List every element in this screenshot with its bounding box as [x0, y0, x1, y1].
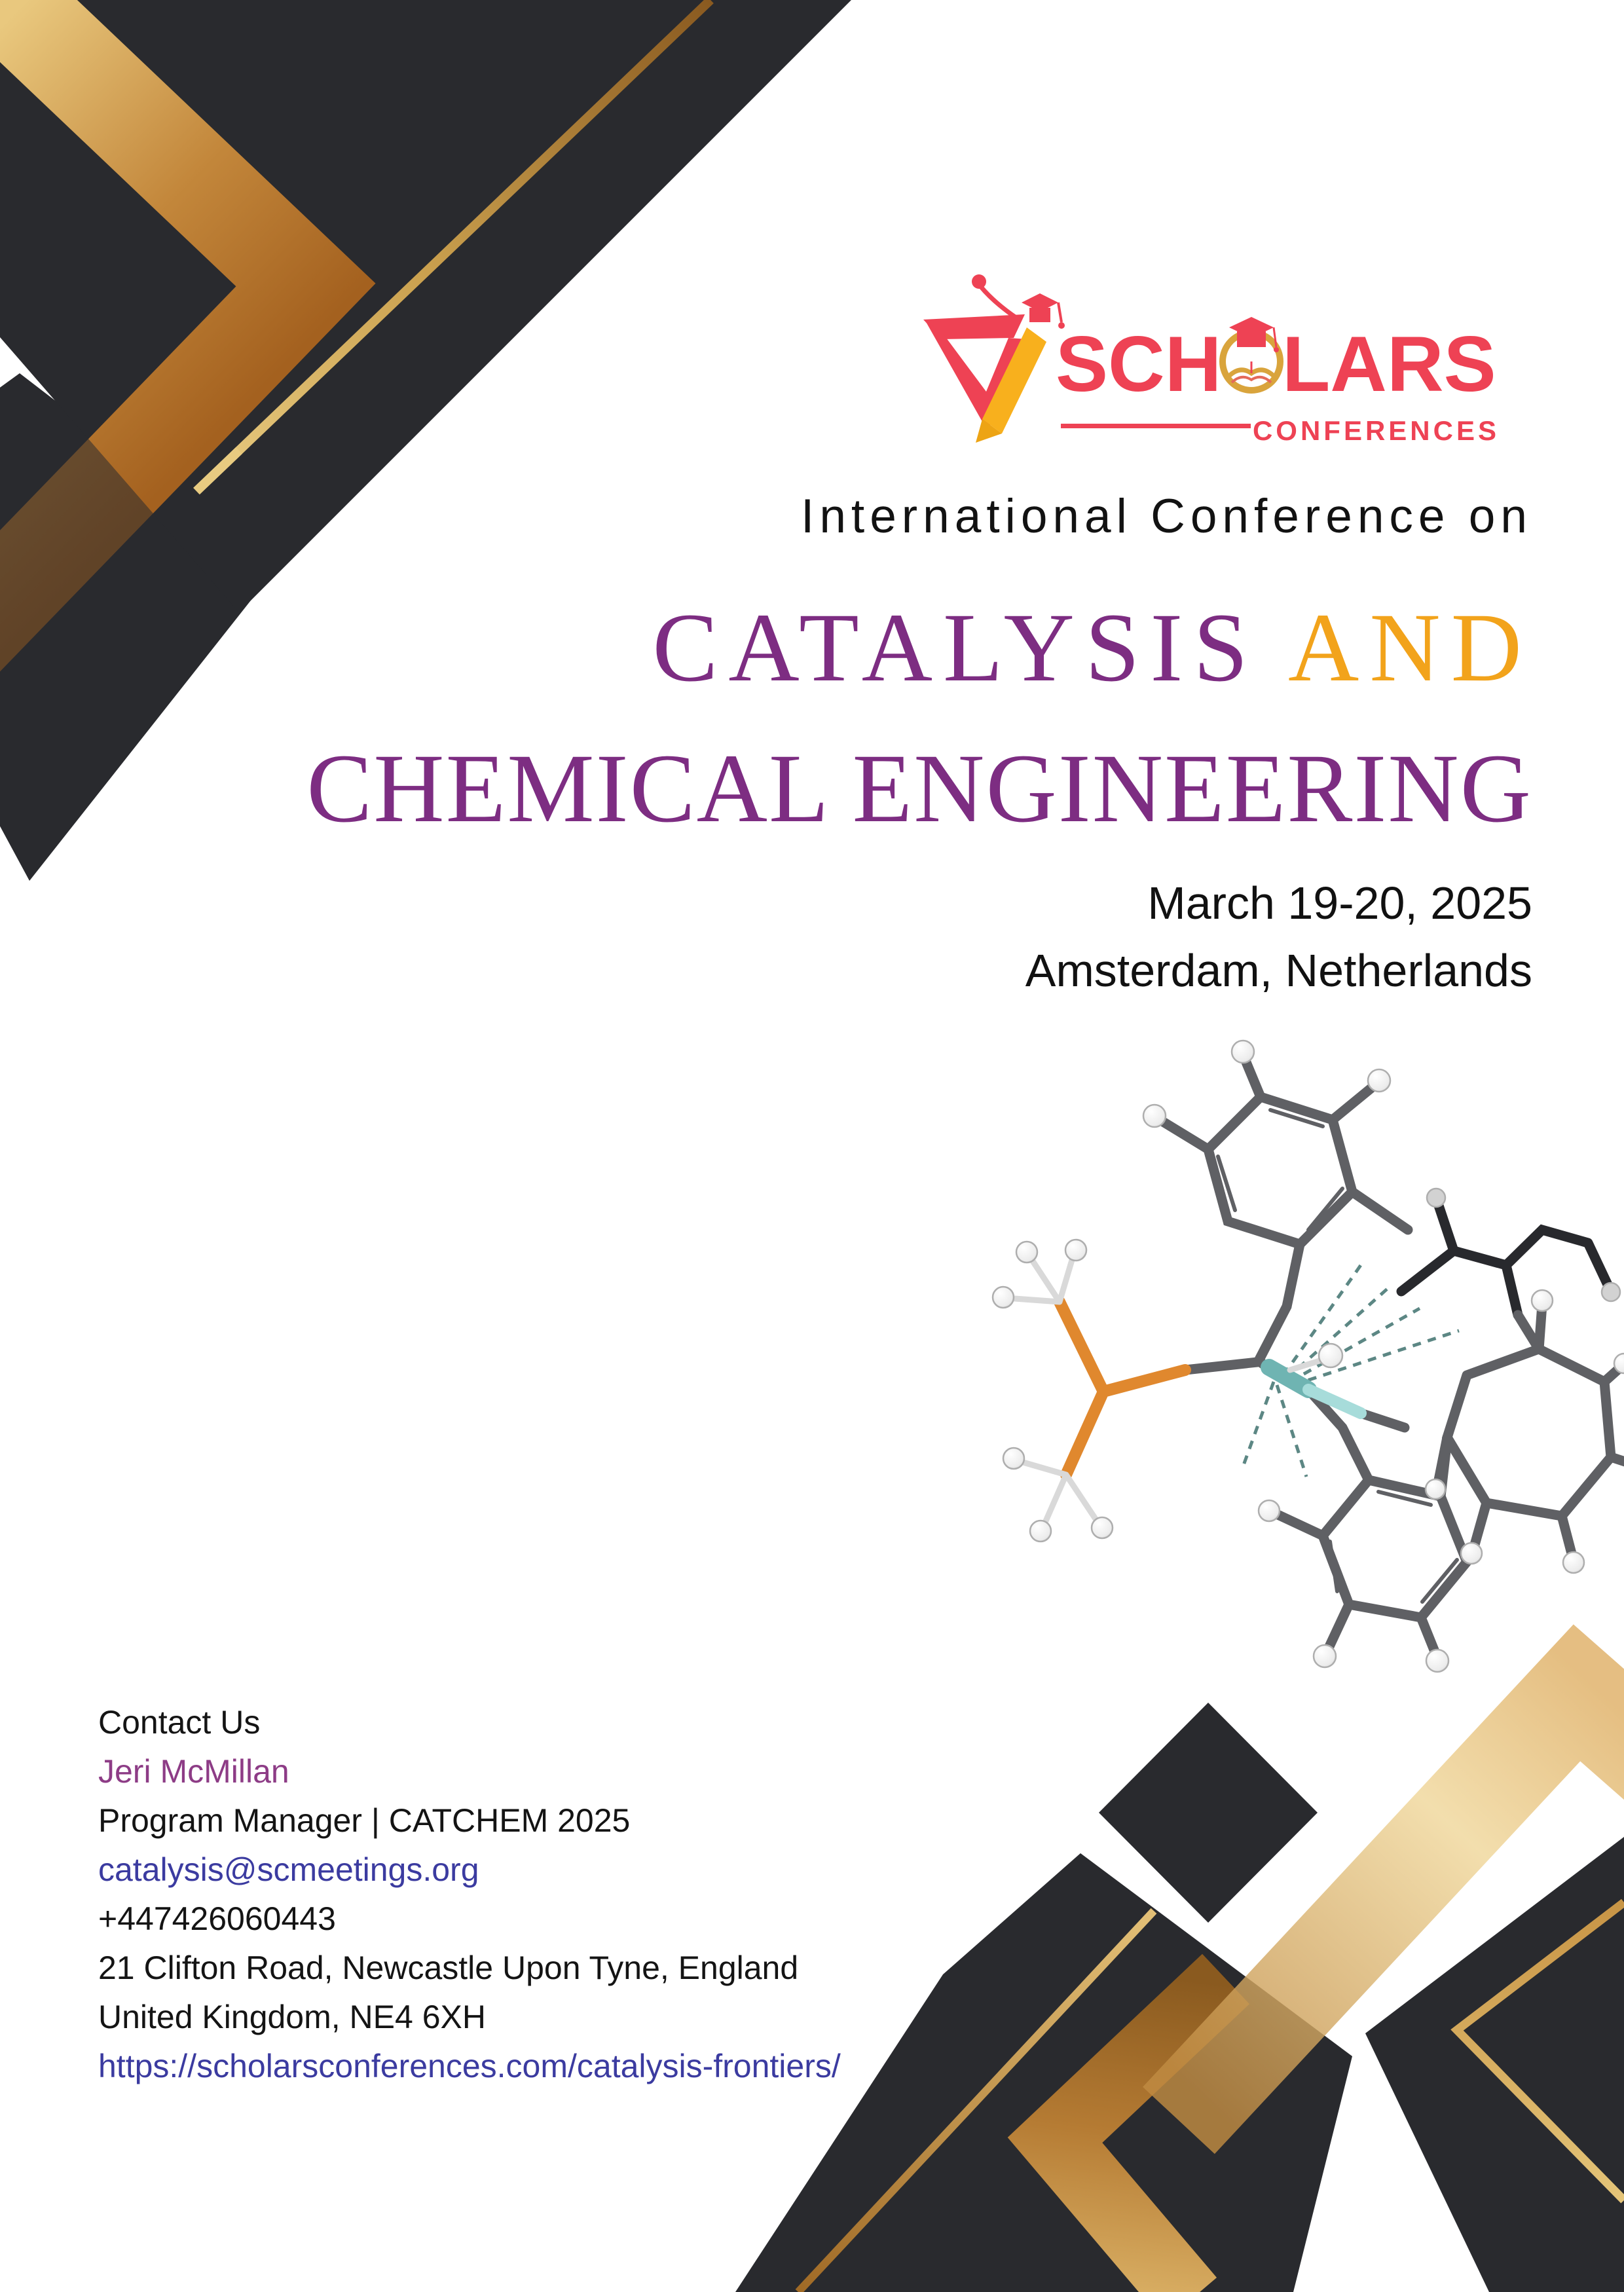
- phenyl-ring-bottom: [1274, 1390, 1467, 1658]
- phenyl-ring-top: [1158, 1054, 1408, 1306]
- alkyl-ring-right: [1437, 1304, 1624, 1559]
- logo-underline: [1061, 424, 1251, 428]
- logo-word-part2: LARS: [1282, 320, 1496, 408]
- title-word-and: AND: [1288, 593, 1532, 702]
- dark-carbon-cluster: [1401, 1202, 1610, 1315]
- contact-email-link[interactable]: catalysis@scmeetings.org: [98, 1851, 479, 1888]
- conference-location: Amsterdam, Netherlands: [1025, 945, 1532, 996]
- contact-name: Jeri McMillan: [98, 1753, 289, 1790]
- logo-subtitle: CONFERENCES: [1252, 415, 1500, 446]
- conference-date: March 19-20, 2025: [1147, 878, 1532, 929]
- conference-title-line2: CHEMICAL ENGINEERING: [306, 734, 1532, 843]
- molecule-structure-image: [950, 1035, 1624, 1676]
- scholars-conferences-logo: [910, 262, 1500, 458]
- lectern-pencil-icon: [923, 274, 1065, 443]
- phosphorus-group: [1060, 1302, 1185, 1475]
- open-book-icon: [1229, 361, 1274, 382]
- contact-address-line2: United Kingdom, NE4 6XH: [98, 1999, 486, 2035]
- conference-title-line1: [0, 593, 1532, 702]
- contact-website-link[interactable]: https://scholarsconferences.com/catalysis-frontiers/: [98, 2048, 841, 2084]
- logo-word-part1: SCH: [1056, 320, 1222, 408]
- title-word-catalysis: CATALYSIS: [652, 593, 1259, 702]
- logo-o-emblem: [1223, 317, 1280, 390]
- contact-block: [98, 1698, 841, 2091]
- contact-phone: +447426060443: [98, 1900, 336, 1937]
- conference-kicker: International Conference on: [801, 490, 1532, 543]
- contact-heading: Contact Us: [98, 1704, 261, 1741]
- decoration-bottom-right: [735, 1693, 1624, 2292]
- contact-role: Program Manager | CATCHEM 2025: [98, 1802, 631, 1839]
- contact-address-line1: 21 Clifton Road, Newcastle Upon Tyne, England: [98, 1950, 799, 1986]
